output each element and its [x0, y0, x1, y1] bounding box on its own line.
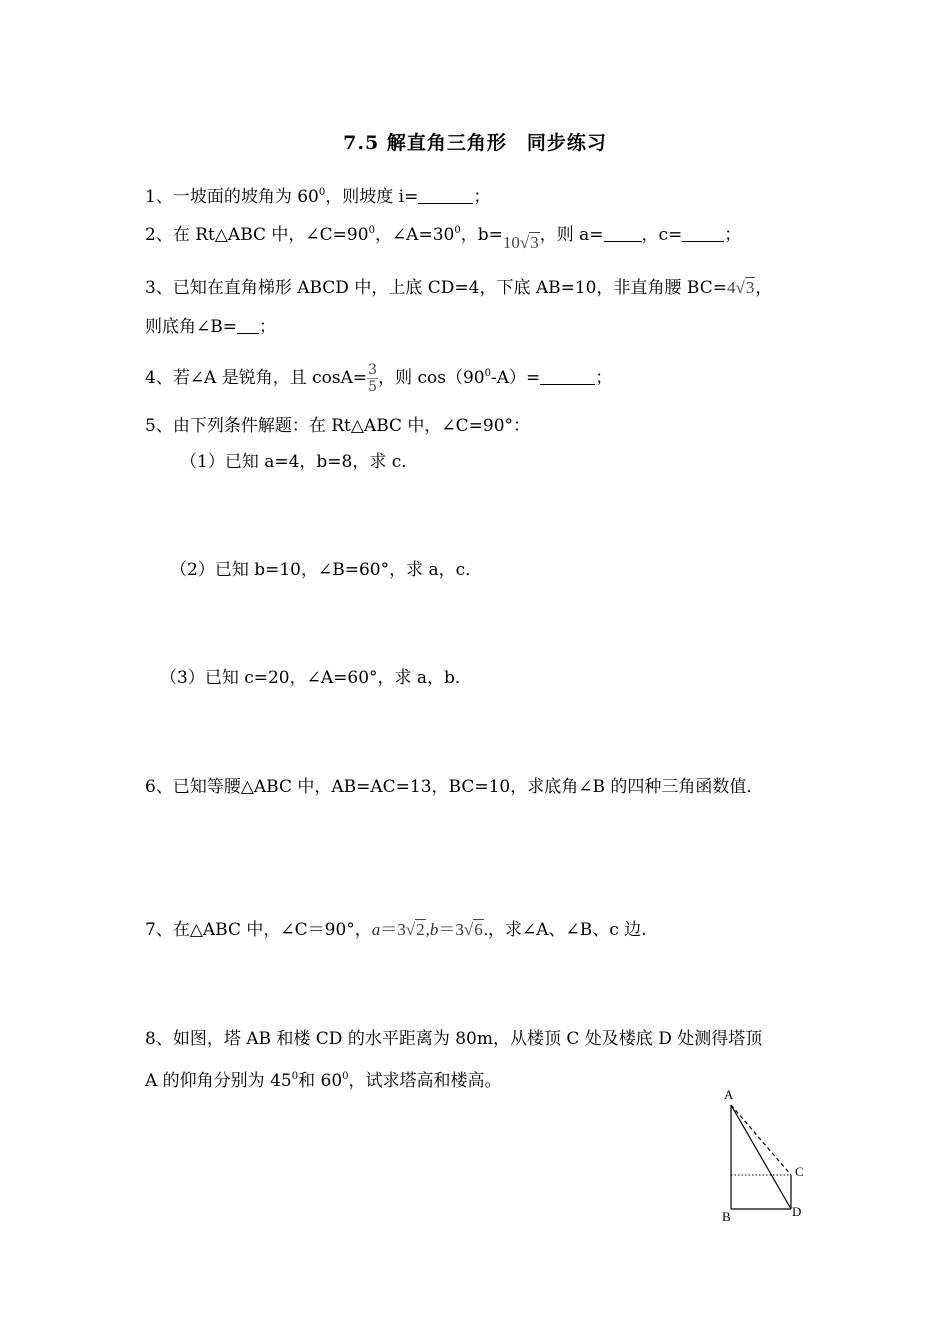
question-4: 4、若∠A 是锐角，且 cosA= $\frac{3}{5}$ ，则 $\cos(90^0-A)=$ ；	[145, 362, 613, 395]
question-8-line-2: A 的仰角分别为 $45^0$和 $60^0$，试求塔高和楼高。	[145, 1071, 502, 1091]
tower-building-figure	[715, 1085, 825, 1225]
bc-value-expression: 4√3	[726, 278, 755, 297]
question-6: 6、已知等腰△ABC 中，AB=AC=13，BC=10，求底角∠B 的四种三角函数值．	[145, 777, 764, 797]
label-b: B	[722, 1209, 731, 1224]
answer-blank-c[interactable]	[682, 225, 724, 242]
label-c: C	[795, 1164, 804, 1179]
line-ad	[731, 1105, 791, 1209]
sightline-ac	[731, 1105, 791, 1175]
question-3-line-2: 则底角∠B= ；	[145, 317, 276, 337]
question-1: 1、一坡面的坡角为 $60^0$，则坡度 i= ；	[145, 187, 491, 207]
question-2: 2、在 Rt△ABC 中，$\angle C=90^0$，$\angle A=30^0$，b=10√3，则 a= ，c= ；	[145, 218, 741, 256]
question-5-stem: 5、由下列条件解题：在 Rt△ABC 中，∠C=90°：	[145, 416, 531, 436]
question-5-part-2: （2）已知 b=10，∠B=60°，求 a，c．	[170, 560, 483, 580]
fraction: $\frac{3}{5}$	[368, 362, 378, 395]
label-d: D	[792, 1204, 802, 1219]
question-5-part-1: （1）已知 a=4，b=8，求 c．	[180, 452, 419, 472]
b-value-expression: 10√3	[502, 233, 539, 252]
question-7: 7、在△ABC 中，∠C＝90°，a＝3√2,b＝3√6.，求∠A、∠B、c 边.	[145, 920, 647, 940]
question-5-part-3: （3）已知 c=20，∠A=60°，求 a，b．	[160, 668, 472, 688]
answer-blank[interactable]	[540, 368, 595, 385]
label-a: A	[724, 1087, 734, 1102]
page-title: 7.5 解直角三角形 同步练习	[343, 132, 607, 154]
answer-blank[interactable]	[418, 187, 473, 204]
question-8-line-1: 8、如图，塔 AB 和楼 CD 的水平距离为 80m，从楼顶 C 处及楼底 D 处测得塔顶	[145, 1029, 763, 1049]
answer-blank[interactable]	[237, 317, 259, 334]
answer-blank-a[interactable]	[604, 225, 642, 242]
question-3-line-1: 3、已知在直角梯形 ABCD 中，上底 CD=4，下底 AB=10，非直角腰 BC=4√3，	[145, 275, 772, 301]
